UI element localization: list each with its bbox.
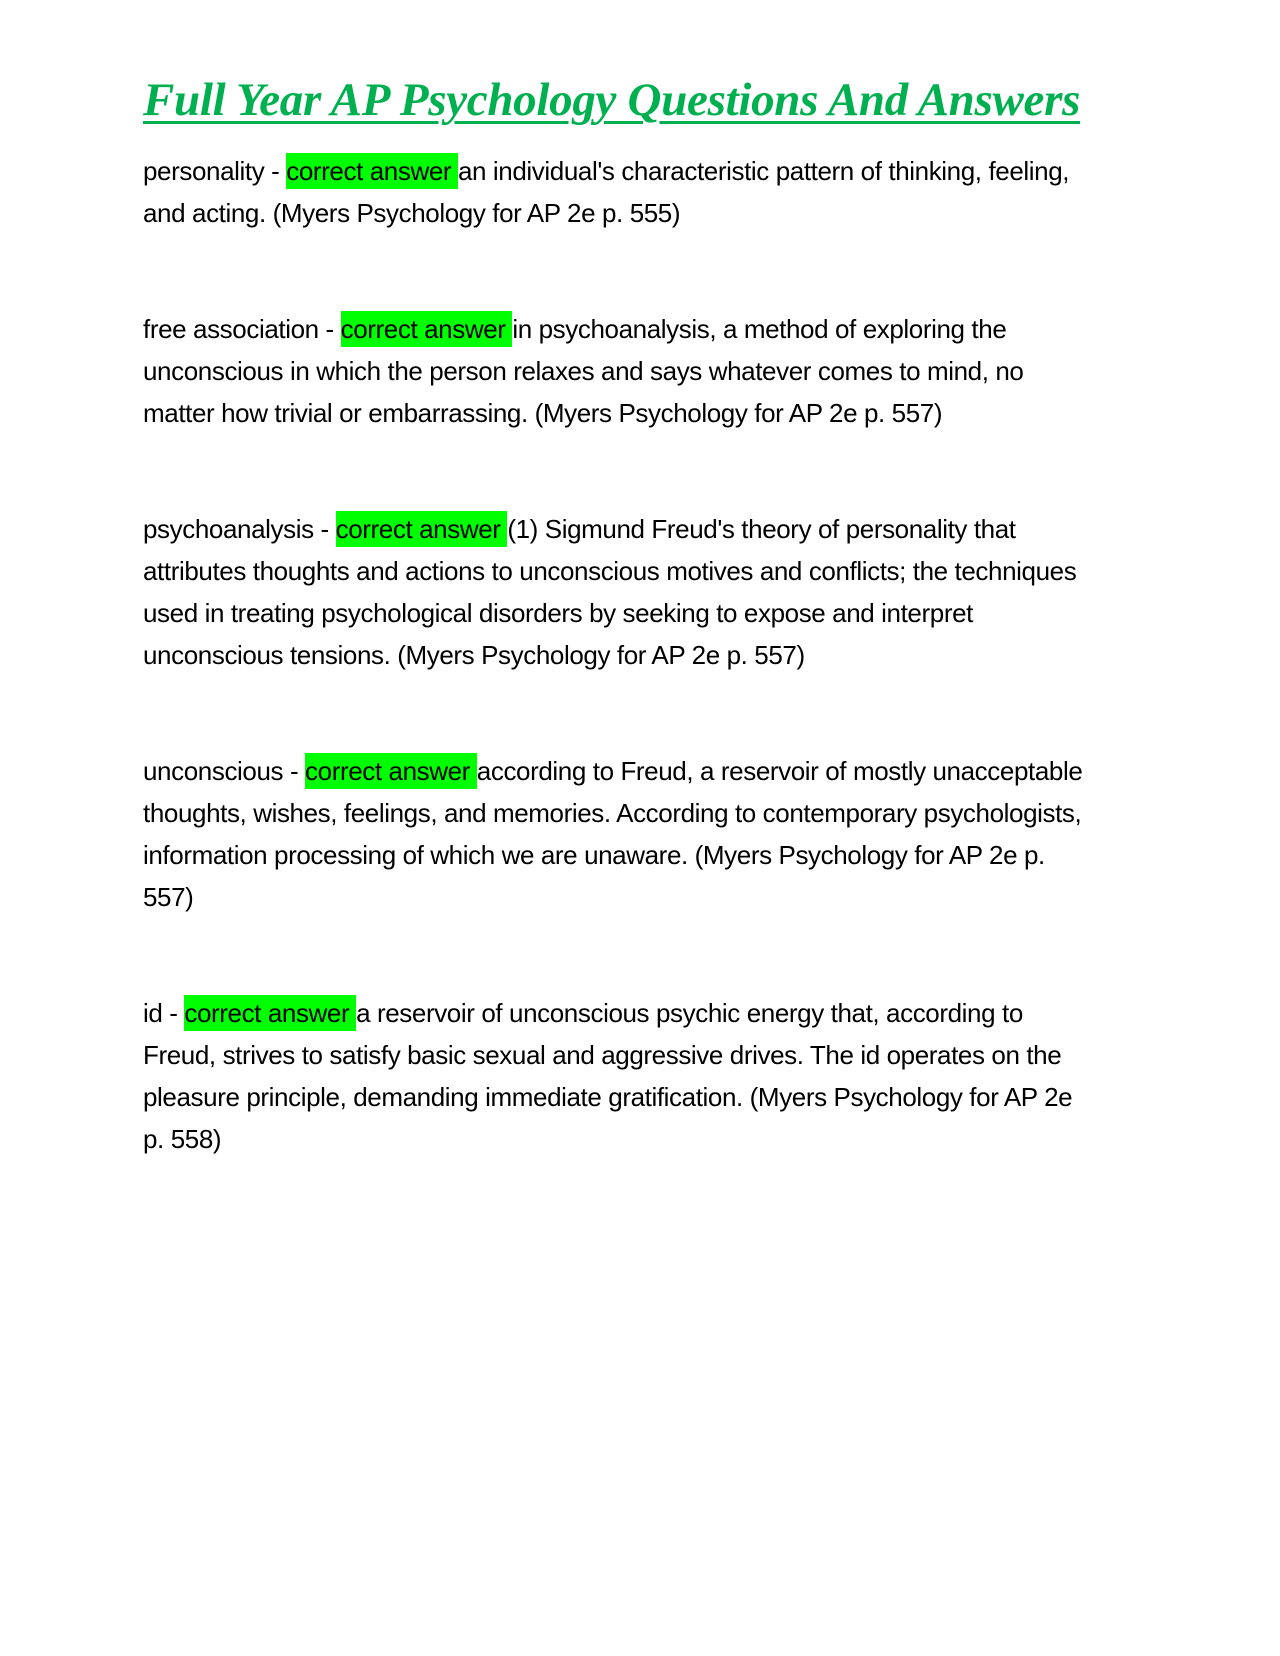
document-page — [143, 72, 1083, 1234]
correct-answer-highlight: correct answer — [184, 995, 356, 1031]
term: personality - — [143, 156, 287, 186]
correct-answer-highlight: correct answer — [305, 753, 477, 789]
correct-answer-highlight: correct answer — [341, 311, 513, 347]
correct-answer-highlight: correct answer — [286, 153, 458, 189]
qa-entry-free-association — [143, 308, 1083, 434]
correct-answer-highlight: correct answer — [336, 511, 508, 547]
definition: according to Freud, a reservoir of mostly unacceptable thoughts, wishes, feelings, and memories. According to contemporary psychologists, information processing of which we are unaware. (Myers Psychology for AP 2e p. 557) — [143, 756, 1083, 912]
qa-entry-psychoanalysis — [143, 508, 1083, 676]
definition: in psychoanalysis, a method of exploring the unconscious in which the person relaxes and says whatever comes to mind, no matter how trivial or embarrassing. (Myers Psychology for AP 2e p. 557) — [143, 314, 1024, 428]
term: unconscious - — [143, 756, 306, 786]
term: id - — [143, 998, 185, 1028]
definition: (1) Sigmund Freud's theory of personality that attributes thoughts and actions to unconscious motives and conflicts; the techniques used in treating psychological disorders by seeking to expose and interpret unconscious tensions. (Myers Psychology for AP 2e p. 557) — [143, 514, 1077, 670]
term: psychoanalysis - — [143, 514, 336, 544]
qa-entry-unconscious — [143, 750, 1083, 918]
qa-entry-personality — [143, 150, 1083, 234]
qa-entry-id — [143, 992, 1083, 1160]
definition: an individual's characteristic pattern of thinking, feeling, and acting. (Myers Psychology for AP 2e p. 555) — [143, 156, 1070, 228]
definition: a reservoir of unconscious psychic energy that, according to Freud, strives to satisfy basic sexual and aggressive drives. The id operates on the pleasure principle, demanding immediate gratification. (Myers Psychology for AP 2e p. 558) — [143, 998, 1073, 1154]
term: free association - — [143, 314, 341, 344]
document-title: Full Year AP Psychology Questions And Answers — [143, 74, 1081, 126]
